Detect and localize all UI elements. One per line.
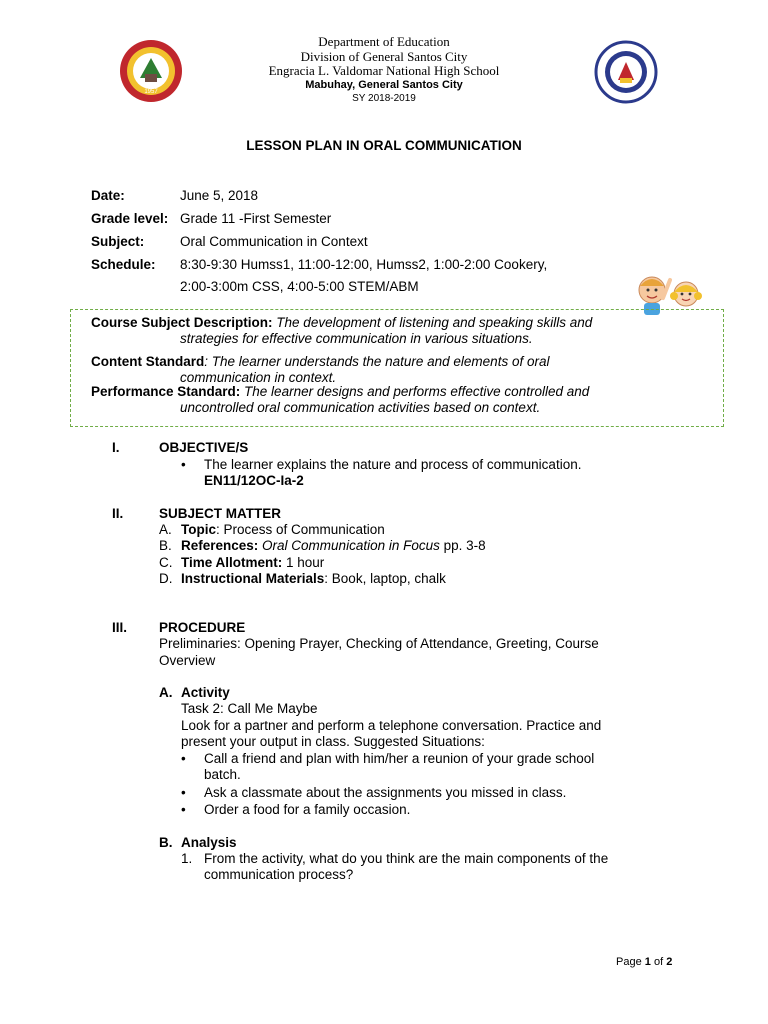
activity-bullet-2: Ask a classmate about the assignments you missed in class. — [204, 785, 567, 800]
references-text: pp. 3-8 — [439, 538, 486, 553]
page-current: 1 — [644, 956, 651, 968]
topic-line — [181, 522, 385, 538]
activity-heading: Activity — [181, 685, 230, 700]
content-standard-label: Content Standard — [91, 354, 205, 369]
materials-letter: D. — [159, 571, 173, 586]
header-division: Division of General Santos City — [300, 49, 468, 64]
activity-desc-2: present your output in class. Suggested Situations: — [181, 734, 485, 749]
schedule-row — [91, 256, 547, 273]
procedure-heading: PROCEDURE — [159, 620, 246, 635]
materials-label: Instructional Materials — [181, 571, 325, 586]
objective-code: EN11/12OC-Ia-2 — [204, 473, 304, 488]
preliminaries-line-1: Preliminaries: Opening Prayer, Checking of Attendance, Greeting, Course — [159, 636, 599, 651]
seal-year-text: 1957 — [144, 89, 158, 95]
activity-bullet-3-dot: • — [181, 802, 186, 817]
objective-bullet: • — [181, 457, 186, 472]
header-school-year: SY 2018-2019 — [352, 93, 416, 104]
materials-line — [181, 571, 446, 587]
subject-matter-numeral: II. — [112, 506, 124, 521]
date-row — [91, 187, 258, 204]
activity-bullet-1-dot: • — [181, 751, 186, 766]
activity-desc-1: Look for a partner and perform a telephone conversation. Practice and — [181, 718, 602, 733]
course-description-text-1: The development of listening and speaking skills and — [272, 315, 593, 330]
activity-letter: A. — [159, 685, 173, 700]
objective-heading: OBJECTIVE/S — [159, 440, 249, 455]
references-label: References: — [181, 538, 259, 553]
course-description-line-1 — [91, 315, 592, 331]
activity-bullet-3: Order a food for a family occasion. — [204, 802, 411, 817]
of-word: of — [653, 956, 664, 968]
references-letter: B. — [159, 538, 172, 553]
topic-text: : Process of Communication — [216, 522, 385, 537]
activity-bullet-1a: Call a friend and plan with him/her a reunion of your grade school — [204, 751, 595, 766]
header-school: Engracia L. Valdomar National High School — [268, 63, 500, 78]
course-description-text-2: strategies for effective communication in various situations. — [180, 331, 533, 346]
time-letter: C. — [159, 555, 173, 570]
content-standard-line-1 — [91, 354, 549, 370]
performance-standard-text-2: uncontrolled oral communication activities based on context. — [180, 400, 541, 415]
subject-row — [91, 233, 368, 250]
analysis-number: 1. — [181, 851, 193, 866]
procedure-numeral: III. — [112, 620, 128, 635]
objective-numeral: I. — [112, 440, 120, 455]
course-description-label: Course Subject Description: — [91, 315, 273, 330]
schedule-value-1: 8:30-9:30 Humss1, 11:00-12:00, Humss2, 1:00-2:00 Cookery, — [180, 257, 548, 272]
subject-matter-heading: SUBJECT MATTER — [159, 506, 282, 521]
grade-value: Grade 11 -First Semester — [180, 211, 332, 226]
activity-bullet-2-dot: • — [181, 785, 186, 800]
activity-task: Task 2: Call Me Maybe — [181, 701, 318, 716]
header-address: Mabuhay, General Santos City — [305, 79, 463, 91]
performance-standard-label: Performance Standard: — [91, 384, 241, 399]
time-text: 1 hour — [282, 555, 325, 570]
grade-label: Grade level: — [91, 211, 169, 226]
objective-text: The learner explains the nature and process of communication. — [204, 457, 582, 472]
references-title: Oral Communication in Focus — [258, 538, 440, 553]
content-standard-text-2: communication in context. — [180, 370, 337, 385]
time-line — [181, 555, 324, 571]
preliminaries-line-2: Overview — [159, 653, 216, 668]
topic-label: Topic — [181, 522, 216, 537]
analysis-question-1a: From the activity, what do you think are the main components of the — [204, 851, 609, 866]
performance-standard-text-1: The learner designs and performs effective controlled and — [240, 384, 590, 399]
date-label: Date: — [91, 188, 125, 203]
content-standard-text-1: : The learner understands the nature and elements of oral — [204, 354, 550, 369]
analysis-heading: Analysis — [181, 835, 237, 850]
grade-row — [91, 210, 331, 227]
subject-value: Oral Communication in Context — [180, 234, 368, 249]
page-number — [616, 956, 672, 968]
subject-label: Subject: — [91, 234, 145, 249]
analysis-question-1b: communication process? — [204, 867, 354, 882]
references-line — [181, 538, 486, 554]
performance-standard-line-1 — [91, 384, 589, 400]
page-word: Page — [616, 956, 642, 968]
activity-bullet-1b: batch. — [204, 767, 241, 782]
page-total: 2 — [666, 956, 673, 968]
schedule-label: Schedule: — [91, 257, 156, 272]
schedule-value-2: 2:00-3:00m CSS, 4:00-5:00 STEM/ABM — [180, 279, 419, 294]
date-value: June 5, 2018 — [180, 188, 259, 203]
topic-letter: A. — [159, 522, 172, 537]
analysis-letter: B. — [159, 835, 173, 850]
time-label: Time Allotment: — [181, 555, 283, 570]
page-title: LESSON PLAN IN ORAL COMMUNICATION — [246, 138, 522, 153]
materials-text: : Book, laptop, chalk — [324, 571, 446, 586]
header-department: Department of Education — [318, 34, 450, 49]
